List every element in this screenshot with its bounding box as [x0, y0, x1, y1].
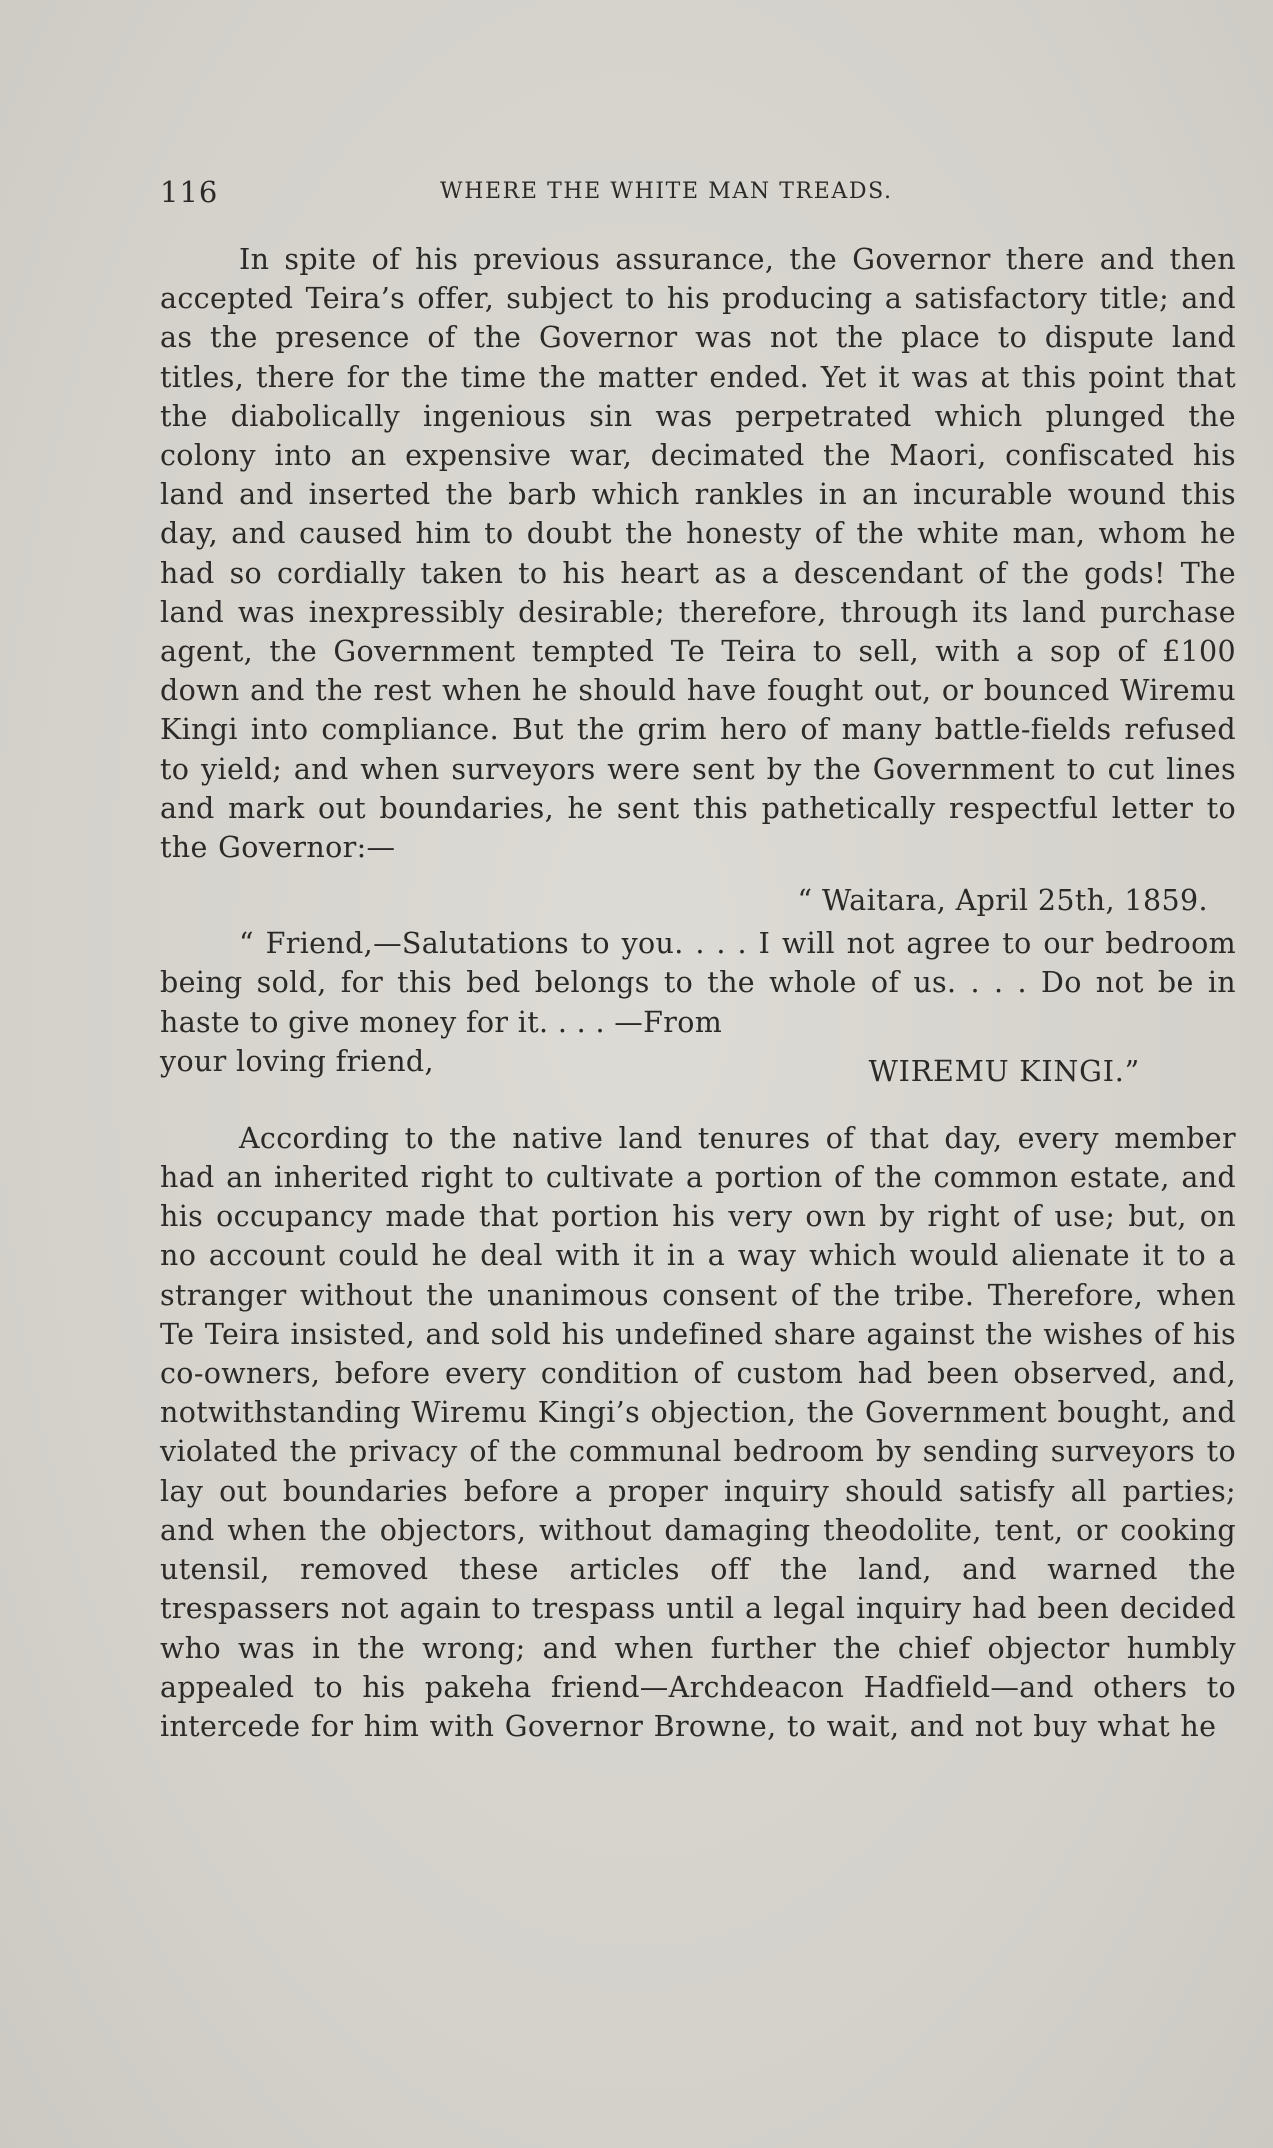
paragraph-2: According to the native land tenures of that day, every member had an inherited right to cultivate a portion of the common estate, and his occupancy made that portion his very own by right of use; but, on no account could he deal with it in a way which would alienate it to a stranger without the unanimous consent of the tribe. Therefore, when Te Teira insisted, and sold his undefined share against the wishes of his co-owners, before every condition of custom had been observed, and, notwithstanding Wiremu Kingi’s objection, the Government bought, and violated the privacy of the communal bedroom by sending surveyors to lay out boundaries before a proper inquiry should satisfy all parties; and when the objectors, without damaging theodolite, tent, or cooking utensil, removed these articles off the land, and warned the trespassers not again to trespass until a legal inquiry had been decided who was in the wrong; and when further the chief objector humbly appealed to his pakeha friend—Archdeacon Hadfield—and others to intercede for him with Governor Browne, to wait, and not buy what he [160, 1121, 1236, 1743]
body-text [160, 240, 1236, 1746]
quoted-letter [160, 881, 1236, 1088]
letter-body: “ Friend,—Salutations to you. . . . I will not agree to our bedroom being sold, for this bed belongs to the whole of us. . . . Do not be in haste to give money for it. . . . —From [160, 927, 1236, 1039]
letter-signoff [160, 1042, 1236, 1088]
page-header [160, 172, 1236, 212]
page-number: 116 [160, 175, 219, 209]
running-head: WHERE THE WHITE MAN TREADS. [440, 179, 893, 204]
letter-closing: your loving friend, [160, 1044, 434, 1078]
paragraph-1: In spite of his previous assurance, the Governor there and then accepted Teira’s offer, subject to his producing a satisfactory title; and as the presence of the Governor was not the place to dispute land titles, there for the time the matter ended. Yet it was at this point that the diabolically ingenious sin was perpetrated which plunged the colony into an expensive war, decimated the Maori, confiscated his land and inserted the barb which rankles in an incurable wound this day, and caused him to doubt the honesty of the white man, whom he had so cordially taken to his heart as a descendant of the gods! The land was inexpressibly desirable; therefore, through its land purchase agent, the Government tempted Te Teira to sell, with a sop of £100 down and the rest when he should have fought out, or bounced Wiremu Kingi into compliance. But the grim hero of many battle-fields refused to yield; and when surveyors were sent by the Government to cut lines and mark out boundaries, he sent this pathetically respectful letter to the Governor:— [160, 243, 1236, 865]
letter-signature: WIREMU KINGI.” [868, 1054, 1140, 1088]
letter-dateline: “ Waitara, April 25th, 1859. [797, 884, 1208, 918]
